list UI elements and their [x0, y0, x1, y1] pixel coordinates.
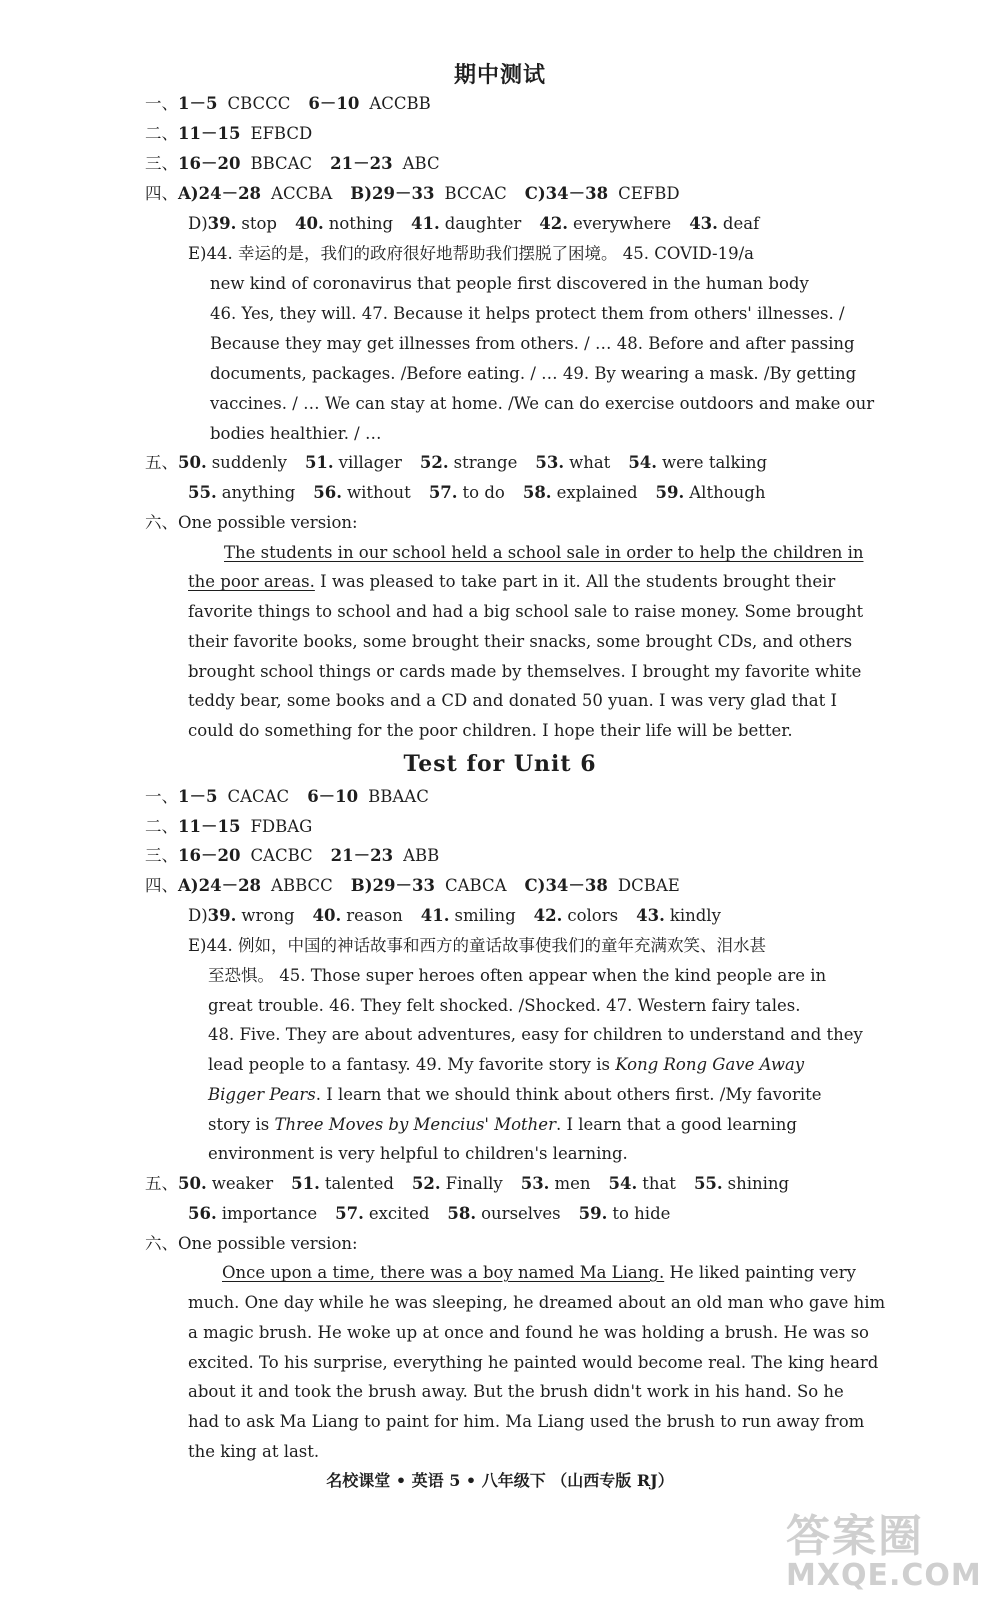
- answers: BBCAC: [250, 154, 313, 173]
- answer-word: villager: [338, 453, 402, 472]
- essay-text: lead people to a fantasy. 49. My favorite story is: [208, 1055, 616, 1074]
- answers: CBCCC: [227, 94, 291, 113]
- question-range: 34－38: [545, 876, 608, 895]
- answers: CACAC: [227, 787, 290, 806]
- question-number: 58.: [447, 1204, 477, 1223]
- part-label: C): [524, 876, 546, 895]
- answers: ACCBB: [369, 94, 431, 113]
- question-number: 54.: [608, 1174, 638, 1193]
- story-title: Three Moves by Mencius' Mother: [274, 1115, 556, 1134]
- mid-essay-line: brought school things or cards made by themselves. I brought my favorite white: [188, 662, 862, 681]
- mid-section-5-line2: [188, 482, 765, 504]
- section-label: 一、: [145, 787, 178, 806]
- answer-word: explained: [556, 483, 638, 502]
- u6-essay-line: about it and took the brush away. But the brush didn't work in his hand. So he: [188, 1382, 844, 1401]
- question-range: 1－5: [178, 94, 218, 113]
- essay-text: I was pleased to take part in it. All the students brought their: [314, 572, 836, 591]
- u6-essay-line: much. One day while he was sleeping, he dreamed about an old man who gave him: [188, 1293, 886, 1312]
- answer-word: reason: [346, 906, 403, 925]
- answer-word: were talking: [662, 453, 768, 472]
- answer-word: anything: [221, 483, 296, 502]
- answers: ABB: [403, 846, 440, 865]
- section-label: 二、: [145, 817, 178, 836]
- question-number: 52.: [419, 453, 449, 472]
- mid-part-e-line: new kind of coronavirus that people first discovered in the human body: [210, 274, 809, 293]
- question-number: 43.: [689, 214, 718, 233]
- section-label: 一、: [145, 94, 178, 113]
- mid-part-d: [188, 213, 759, 235]
- section-label: 三、: [145, 846, 178, 865]
- answer-word: everywhere: [572, 214, 672, 233]
- u6-section-5-line1: [145, 1173, 789, 1195]
- watermark: [786, 1500, 986, 1593]
- question-number: 40.: [312, 906, 342, 925]
- section-label: 六、: [145, 1234, 178, 1253]
- answer-word: shining: [727, 1174, 790, 1193]
- u6-section-1: [145, 786, 429, 808]
- section-label: 四、: [145, 876, 178, 895]
- answer-word: talented: [324, 1174, 394, 1193]
- part-label: C): [524, 184, 546, 203]
- u6-section-5-line2: [188, 1203, 670, 1225]
- mid-essay-line: [188, 571, 835, 593]
- answer-word: what: [569, 453, 611, 472]
- mid-section-3: [145, 153, 440, 175]
- u6-part-e-line: [208, 1054, 804, 1076]
- question-range: 6－10: [307, 787, 359, 806]
- answers: EFBCD: [250, 124, 313, 143]
- watermark-logo: 答案圈: [786, 1511, 924, 1562]
- answer-word: daughter: [444, 214, 522, 233]
- question-number: 57.: [335, 1204, 364, 1223]
- question-number: 42.: [533, 906, 563, 925]
- answer-word: wrong: [241, 906, 295, 925]
- u6-essay-line: the king at last.: [188, 1442, 320, 1461]
- essay-text: He liked painting very: [664, 1263, 856, 1282]
- mid-section-2: [145, 123, 312, 145]
- question-number: 43.: [636, 906, 665, 925]
- answer-word: excited: [368, 1204, 430, 1223]
- question-number: 59.: [578, 1204, 608, 1223]
- question-number: 56.: [188, 1204, 217, 1223]
- question-range: 1－5: [178, 787, 218, 806]
- u6-section-6: [145, 1233, 358, 1255]
- question-number: 55.: [188, 483, 217, 502]
- u6-part-e-line: [208, 1114, 797, 1136]
- question-number: 56.: [313, 483, 342, 502]
- underlined-topic-sentence: Once upon a time, there was a boy named Ma Liang.: [222, 1263, 665, 1282]
- question-number: 41.: [411, 214, 440, 233]
- mid-essay-line: their favorite books, some brought their snacks, some brought CDs, and others: [188, 632, 853, 651]
- question-range: 6－10: [308, 94, 360, 113]
- answer-word: Finally: [445, 1174, 503, 1193]
- question-range: 11－15: [178, 817, 241, 836]
- answer-word: suddenly: [211, 453, 287, 472]
- question-number: 58.: [522, 483, 552, 502]
- essay-text: . I learn that a good learning: [555, 1115, 797, 1134]
- answers: ABBCC: [271, 876, 333, 895]
- question-range: 16－20: [178, 154, 241, 173]
- part-label: D): [188, 214, 208, 233]
- answer-word: without: [346, 483, 411, 502]
- essay-text: . I learn that we should think about others first. /My favorite: [315, 1085, 822, 1104]
- question-range: 29－33: [372, 184, 435, 203]
- section-label: 二、: [145, 124, 178, 143]
- part-label: B): [350, 184, 373, 203]
- mid-section-6: [145, 512, 358, 534]
- question-range: 21－23: [330, 846, 394, 865]
- question-number: 57.: [428, 483, 458, 502]
- answer-word: nothing: [328, 214, 394, 233]
- question-number: 52.: [411, 1174, 441, 1193]
- section-label: 五、: [145, 453, 178, 472]
- mid-section-4: [145, 183, 680, 205]
- answers: CEFBD: [618, 184, 680, 203]
- story-title: Kong Rong Gave Away: [615, 1055, 805, 1074]
- question-number: 50.: [178, 453, 207, 472]
- u6-section-2: [145, 816, 312, 838]
- answer-word: ourselves: [481, 1204, 561, 1223]
- mid-essay-line: [224, 542, 864, 564]
- u6-part-e-line: E)44. 例如，中国的神话故事和西方的童话故事使我们的童年充满欢笑、泪水甚: [188, 936, 766, 955]
- answer-word: deaf: [722, 214, 760, 233]
- question-number: 54.: [628, 453, 658, 472]
- u6-section-3: [145, 845, 439, 867]
- u6-essay-line: had to ask Ma Liang to paint for him. Ma Liang used the brush to run away from: [188, 1412, 865, 1431]
- mid-part-e-line: documents, packages. /Before eating. / … 49. By wearing a mask. /By getting: [210, 364, 857, 383]
- mid-section-1: [145, 93, 431, 115]
- answers: BCCAC: [444, 184, 507, 203]
- question-number: 59.: [655, 483, 685, 502]
- question-range: 16－20: [178, 846, 241, 865]
- answers: CABCA: [444, 876, 507, 895]
- question-number: 53.: [520, 1174, 550, 1193]
- part-label: B): [350, 876, 373, 895]
- unit6-title: Test for Unit 6: [403, 751, 597, 777]
- question-number: 51.: [304, 453, 334, 472]
- section-label: 四、: [145, 184, 178, 203]
- u6-part-e-line: environment is very helpful to children's learning.: [208, 1144, 628, 1163]
- answers: ACCBA: [271, 184, 333, 203]
- question-range: 34－38: [545, 184, 609, 203]
- question-number: 40.: [295, 214, 324, 233]
- answer-word: Although: [689, 483, 766, 502]
- u6-part-e-line: 48. Five. They are about adventures, easy for children to understand and they: [208, 1025, 863, 1044]
- answer-word: stop: [241, 214, 277, 233]
- mid-section-5-line1: [145, 452, 767, 474]
- answers: BBAAC: [368, 787, 429, 806]
- answers: CACBC: [250, 846, 313, 865]
- underlined-topic-sentence: the poor areas.: [188, 572, 315, 591]
- part-label: A): [178, 876, 199, 895]
- question-number: 53.: [535, 453, 565, 472]
- question-number: 41.: [420, 906, 450, 925]
- answer-word: that: [642, 1174, 676, 1193]
- question-range: 24－28: [198, 184, 262, 203]
- story-title: Bigger Pears: [208, 1085, 316, 1104]
- section-label: 三、: [145, 154, 178, 173]
- answers: DCBAE: [617, 876, 680, 895]
- answer-word: smiling: [454, 906, 516, 925]
- u6-part-e-line: [208, 1084, 822, 1106]
- question-number: 55.: [693, 1174, 723, 1193]
- question-number: 39.: [207, 906, 237, 925]
- u6-essay-line: [222, 1262, 856, 1284]
- answers: FDBAG: [250, 817, 313, 836]
- u6-part-d: [188, 905, 721, 927]
- mid-part-e-line: E)44. 幸运的是，我们的政府很好地帮助我们摆脱了困境。 45. COVID-19/a: [188, 244, 754, 263]
- page-footer: 名校课堂 • 英语 5 • 八年级下 （山西专版 RJ）: [326, 1471, 674, 1490]
- question-number: 50.: [178, 1174, 207, 1193]
- answer-word: importance: [221, 1204, 318, 1223]
- section-label: 五、: [145, 1174, 178, 1193]
- essay-text: story is: [208, 1115, 275, 1134]
- u6-essay-line: a magic brush. He woke up at once and found he was holding a brush. He was so: [188, 1323, 869, 1342]
- midterm-title: 期中测试: [453, 62, 546, 88]
- mid-part-e-line: 46. Yes, they will. 47. Because it helps protect them from others' illnesses. /: [210, 304, 845, 323]
- essay-intro: One possible version:: [178, 1234, 358, 1253]
- underlined-topic-sentence: The students in our school held a school sale in order to help the children in: [224, 543, 864, 562]
- answer-word: colors: [567, 906, 619, 925]
- mid-essay-line: teddy bear, some books and a CD and donated 50 yuan. I was very glad that I: [188, 691, 837, 710]
- answer-word: strange: [453, 453, 518, 472]
- mid-essay-line: favorite things to school and had a big school sale to raise money. Some brought: [188, 602, 864, 621]
- part-label: A): [178, 184, 199, 203]
- question-number: 51.: [291, 1174, 320, 1193]
- question-range: 11－15: [178, 124, 241, 143]
- answer-word: to hide: [612, 1204, 671, 1223]
- essay-intro: One possible version:: [178, 513, 358, 532]
- u6-section-4: [145, 875, 680, 897]
- question-range: 21－23: [330, 154, 393, 173]
- answers: ABC: [402, 154, 440, 173]
- question-range: 24－28: [198, 876, 262, 895]
- mid-part-e-line: bodies healthier. / …: [210, 424, 382, 443]
- u6-part-e-line: 至恐惧。 45. Those super heroes often appear when the kind people are in: [208, 966, 827, 985]
- question-number: 42.: [539, 214, 568, 233]
- mid-essay-line: could do something for the poor children. I hope their life will be better.: [188, 721, 793, 740]
- u6-part-e-line: great trouble. 46. They felt shocked. /Shocked. 47. Western fairy tales.: [208, 996, 801, 1015]
- mid-part-e-line: vaccines. / … We can stay at home. /We can do exercise outdoors and make our: [210, 394, 875, 413]
- answer-word: to do: [462, 483, 505, 502]
- answer-word: weaker: [211, 1174, 274, 1193]
- section-label: 六、: [145, 513, 178, 532]
- answer-word: kindly: [669, 906, 721, 925]
- question-range: 29－33: [372, 876, 435, 895]
- question-number: 39.: [207, 214, 237, 233]
- answer-word: men: [554, 1174, 591, 1193]
- mid-part-e-line: Because they may get illnesses from others. / … 48. Before and after passing: [210, 334, 855, 353]
- watermark-url: MXQE.COM: [786, 1558, 982, 1593]
- u6-essay-line: excited. To his surprise, everything he painted would become real. The king heard: [188, 1353, 879, 1372]
- part-label: D): [188, 906, 208, 925]
